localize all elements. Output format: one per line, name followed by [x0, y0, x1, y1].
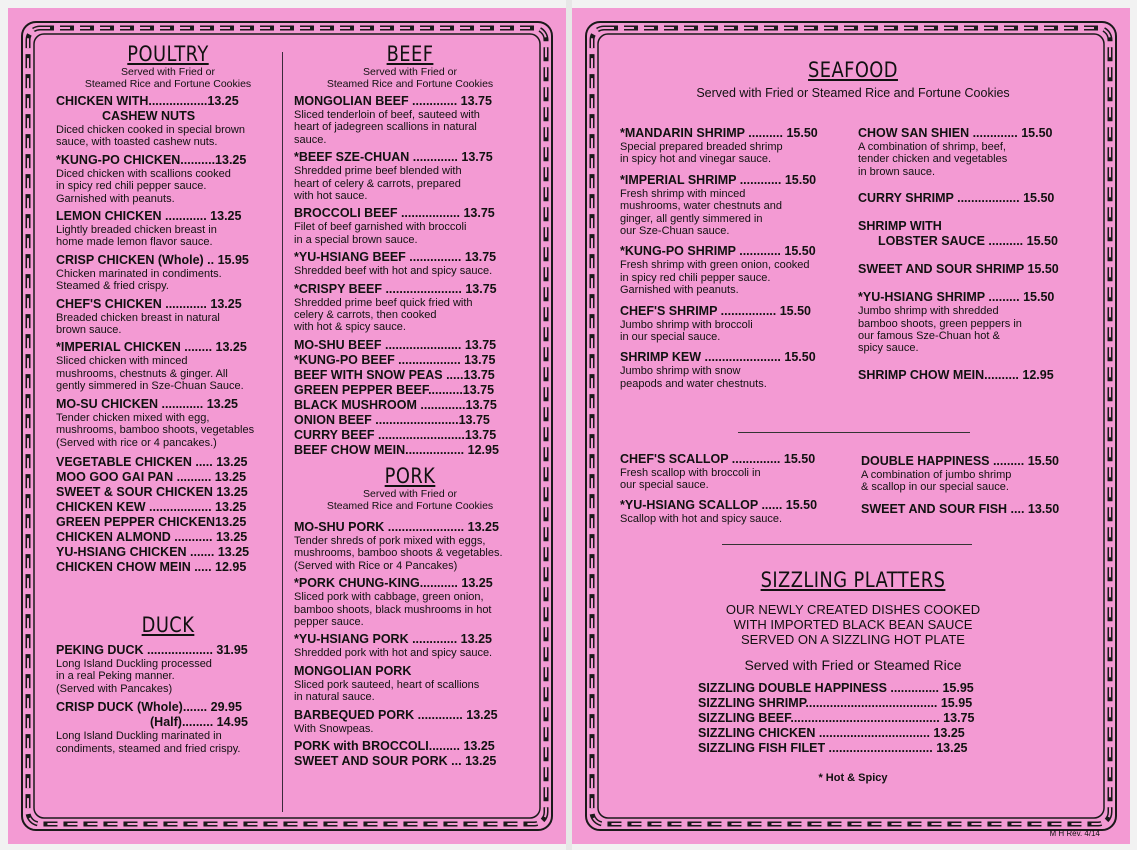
column-divider	[282, 52, 283, 812]
menu-item	[620, 452, 850, 492]
crisp-duck-half-line: (Half)......... 14.95	[150, 715, 248, 730]
description-line: Sliced pork with cabbage, green onion,	[294, 591, 484, 604]
menu-item	[861, 502, 1093, 517]
item-name-price: SHRIMP WITH	[858, 219, 942, 234]
menu-item	[56, 209, 280, 249]
description-line: heart of jadegreen scallions in natural	[294, 121, 477, 134]
revision-label: M H Rev. 4/14	[1049, 829, 1100, 838]
menu-item: SIZZLING FISH FILET .............................. 13.25	[698, 741, 968, 755]
description-line: bamboo shoots, black mushrooms in hot	[294, 603, 492, 616]
item-name-continuation: CASHEW NUTS	[102, 109, 196, 123]
item-description	[56, 168, 280, 205]
description-line: With Snowpeas.	[294, 722, 374, 735]
menu-item	[56, 397, 280, 449]
item-name-price: *BEEF SZE-CHUAN ............. 13.75	[294, 150, 493, 165]
menu-item: *KUNG-PO BEEF .................. 13.75	[294, 352, 496, 367]
menu-left-page	[8, 8, 566, 844]
poultry-title: POULTRY	[127, 42, 209, 66]
description-line: tender chicken and vegetables	[858, 153, 1008, 166]
menu-item	[294, 632, 526, 659]
description-line: Scallop with hot and spicy sauce.	[620, 512, 783, 525]
item-name-price: MONGOLIAN PORK	[294, 663, 412, 678]
item-description	[294, 297, 526, 334]
item-name-price: CHEF'S SHRIMP ................ 15.50	[620, 303, 811, 318]
pork-subtitle: Served with Fried or Steamed Rice and Fortune Cookies	[326, 487, 494, 512]
menu-item	[294, 150, 526, 202]
item-name-price: DOUBLE HAPPINESS ......... 15.50	[861, 454, 1059, 468]
beef-items	[294, 94, 526, 334]
menu-item	[294, 206, 526, 246]
menu-item	[56, 153, 280, 205]
description-line: sauce, with toasted cashew nuts.	[56, 136, 218, 149]
item-description: Long Island Duckling processed in a real Peking manner. (Served with Pancakes)	[56, 657, 212, 695]
description-line: Shredded prime beef blended with	[294, 165, 462, 178]
beef-plain-items	[294, 338, 526, 458]
duck-title: DUCK	[141, 612, 195, 637]
item-description	[620, 141, 844, 166]
menu-item: SWEET & SOUR CHICKEN 13.25	[56, 484, 248, 499]
duck-section	[56, 613, 280, 755]
item-description	[56, 124, 280, 149]
menu-item: SIZZLING BEEF........................................... 13.75	[698, 711, 975, 725]
menu-item: VEGETABLE CHICKEN ..... 13.25	[56, 454, 248, 469]
scallop-left-column	[620, 452, 850, 531]
menu-item	[56, 643, 280, 695]
menu-item: CHICKEN CHOW MEIN ..... 12.95	[56, 559, 247, 574]
menu-item	[294, 282, 526, 334]
poultry-subtitle: Served with Fried or Steamed Rice and Fortune Cookies	[84, 66, 252, 90]
description-line: Sliced chicken with minced	[56, 355, 188, 368]
item-name-price: *KUNG-PO CHICKEN..........13.25	[56, 152, 247, 167]
description-line: in spicy hot and vinegar sauce.	[620, 153, 772, 166]
sizzling-items	[698, 681, 1098, 756]
peking-duck-line: PEKING DUCK ................... 31.95	[56, 642, 248, 657]
description-line: peapods and water chestnuts.	[620, 377, 767, 390]
menu-item: SWEET AND SOUR PORK ... 13.25	[294, 753, 497, 768]
menu-item: MOO GOO GAI PAN .......... 13.25	[56, 469, 247, 484]
menu-item	[858, 219, 1090, 249]
description-line: heart of celery & carrots, prepared	[294, 177, 461, 190]
menu-item: CHICKEN ALMOND ........... 13.25	[56, 529, 248, 544]
menu-item: BEEF WITH SNOW PEAS .....13.75	[294, 367, 495, 382]
item-name-price: MONGOLIAN BEEF ............. 13.75	[294, 94, 492, 108]
description-line: Sliced tenderloin of beef, sauteed with	[294, 109, 480, 121]
scallop-right-column	[861, 454, 1093, 525]
description-line: Jumbo shrimp with broccoli	[620, 318, 753, 331]
item-name-price: *IMPERIAL SHRIMP ............ 15.50	[620, 172, 817, 187]
item-description	[620, 513, 850, 525]
item-description	[294, 647, 526, 659]
menu-item	[294, 520, 526, 572]
description-line: sauce.	[294, 133, 327, 146]
item-name-price: CHEF'S SCALLOP .............. 15.50	[620, 452, 816, 466]
menu-item	[620, 350, 844, 390]
poultry-items	[56, 94, 280, 449]
item-description: Long Island Duckling marinated in condiments, steamed and fried crispy.	[56, 730, 241, 755]
item-description	[56, 224, 280, 249]
item-description	[861, 469, 1093, 494]
item-name-price: CHEF'S CHICKEN ............ 13.25	[56, 296, 242, 311]
seafood-divider-2	[722, 544, 972, 545]
item-name-price: *YU-HSIANG SHRIMP ......... 15.50	[858, 290, 1055, 305]
poultry-plain-items	[56, 455, 280, 575]
item-name-price: MO-SU CHICKEN ............ 13.25	[56, 396, 238, 411]
item-description	[620, 319, 844, 344]
item-description	[294, 165, 526, 202]
item-description	[294, 723, 526, 735]
description-line: Breaded chicken breast in natural	[56, 311, 220, 324]
pork-title: PORK	[384, 463, 436, 488]
menu-item: SIZZLING DOUBLE HAPPINESS .............. 15.95	[698, 681, 974, 695]
description-line: Fresh shrimp with green onion, cooked	[620, 259, 810, 272]
menu-item: SIZZLING CHICKEN ................................ 13.25	[698, 726, 965, 740]
item-description	[858, 141, 1090, 178]
beef-subtitle: Served with Fried or Steamed Rice and Fortune Cookies	[326, 66, 494, 90]
description-line: our special sauce.	[620, 479, 709, 492]
menu-item: MO-SHU BEEF ...................... 13.75	[294, 337, 497, 352]
description-line: (Served with Rice or 4 Pancakes)	[294, 559, 458, 572]
menu-item	[56, 253, 280, 293]
description-line: celery & carrots, then cooked	[294, 309, 437, 322]
item-name-price: SWEET AND SOUR FISH .... 13.50	[861, 501, 1060, 516]
description-line: our famous Sze-Chuan hot &	[858, 330, 1000, 343]
menu-item	[294, 576, 526, 628]
item-description	[56, 268, 280, 293]
menu-item	[56, 94, 280, 149]
menu-item	[294, 250, 526, 277]
description-line: Lightly breaded chicken breast in	[56, 224, 217, 237]
menu-item	[858, 191, 1090, 206]
description-line: in spicy red chili pepper sauce.	[56, 180, 207, 193]
hot-spicy-note: * Hot & Spicy	[818, 772, 888, 784]
description-line: mushrooms, water chestnuts and	[620, 200, 783, 213]
description-line: Filet of beef garnished with broccoli	[294, 221, 467, 234]
sizzling-section	[608, 568, 1098, 784]
menu-item: SIZZLING SHRIMP...................................... 15.95	[698, 696, 973, 710]
description-line: Fresh shrimp with minced	[620, 187, 746, 200]
sizzling-title: SIZZLING PLATTERS	[760, 568, 946, 592]
menu-item	[620, 244, 844, 296]
description-line: Shredded beef with hot and spicy sauce.	[294, 265, 493, 278]
description-line: pepper sauce.	[294, 615, 364, 628]
menu-item	[858, 290, 1090, 355]
sizzling-served-note: Served with Fried or Steamed Rice	[744, 657, 962, 673]
menu-item	[858, 126, 1090, 178]
menu-item: ONION BEEF ........................13.75	[294, 412, 490, 427]
description-line: Jumbo shrimp with snow	[620, 365, 741, 378]
menu-item: CURRY BEEF .........................13.75	[294, 427, 497, 442]
menu-item	[620, 304, 844, 344]
description-line: in our special sauce.	[620, 331, 721, 344]
menu-item: GREEN PEPPER CHICKEN13.25	[56, 514, 247, 529]
menu-item: BEEF CHOW MEIN................. 12.95	[294, 442, 499, 457]
item-name-price: BROCCOLI BEEF ................. 13.75	[294, 206, 495, 221]
description-line: Chicken marinated in condiments.	[56, 267, 222, 280]
description-line: Shredded prime beef quick fried with	[294, 296, 473, 309]
description-line: mushrooms, chestnuts & ginger. All	[56, 367, 228, 380]
item-description	[620, 259, 844, 296]
menu-item: YU-HSIANG CHICKEN ....... 13.25	[56, 544, 250, 559]
item-name-continuation: LOBSTER SAUCE .......... 15.50	[878, 234, 1058, 249]
pork-items	[294, 520, 526, 735]
description-line: Shredded pork with hot and spicy sauce.	[294, 647, 493, 660]
menu-item	[858, 262, 1090, 277]
description-line: in spicy red chili pepper sauce.	[620, 271, 771, 284]
item-description	[858, 305, 1090, 355]
description-line: mushrooms, bamboo shoots, vegetables	[56, 424, 255, 437]
menu-item: GREEN PEPPER BEEF..........13.75	[294, 382, 495, 397]
menu-item	[56, 700, 280, 755]
description-line: mushrooms, bamboo shoots & vegetables.	[294, 547, 503, 560]
menu-item	[858, 368, 1090, 383]
description-line: ginger, all gently simmered in	[620, 212, 763, 225]
item-name-price: CRISP CHICKEN (Whole) .. 15.95	[56, 252, 249, 267]
sizzling-intro: OUR NEWLY CREATED DISHES COOKED WITH IMPORTED BLACK BEAN SAUCE SERVED ON A SIZZLING HOT PLATE	[725, 602, 981, 647]
seafood-divider-1	[738, 432, 970, 433]
description-line: Tender shreds of pork mixed with eggs,	[294, 534, 486, 547]
menu-item	[620, 498, 850, 525]
description-line: (Served with rice or 4 pancakes.)	[56, 436, 217, 449]
description-line: in natural sauce.	[294, 691, 375, 704]
item-name-price: LEMON CHICKEN ............ 13.25	[56, 209, 242, 224]
description-line: Steamed & fried crispy.	[56, 280, 169, 293]
seafood-subtitle: Served with Fried or Steamed Rice and Fortune Cookies	[696, 86, 1010, 100]
description-line: Garnished with peanuts.	[620, 284, 739, 297]
item-name-price: *PORK CHUNG-KING........... 13.25	[294, 576, 493, 591]
item-description	[294, 265, 526, 277]
menu-item	[861, 454, 1093, 494]
item-description	[620, 365, 844, 390]
item-name-price: *YU-HSIANG SCALLOP ...... 15.50	[620, 497, 818, 512]
item-name-price: *CRISPY BEEF ...................... 13.75	[294, 281, 497, 296]
description-line: Garnished with peanuts.	[56, 192, 175, 205]
description-line: Special prepared breaded shrimp	[620, 141, 783, 153]
item-description	[294, 679, 526, 704]
item-name-price: BARBEQUED PORK ............. 13.25	[294, 707, 498, 722]
item-name-price: CHOW SAN SHIEN ............. 15.50	[858, 126, 1053, 140]
menu-item	[56, 340, 280, 392]
description-line: with hot sauce.	[294, 190, 368, 203]
description-line: in a special brown sauce.	[294, 233, 418, 246]
menu-item: CHICKEN KEW .................. 13.25	[56, 499, 247, 514]
item-description	[56, 355, 280, 392]
item-description	[294, 591, 526, 628]
description-line: our Sze-Chuan sauce.	[620, 225, 730, 238]
description-line: bamboo shoots, green peppers in	[858, 317, 1022, 330]
item-name-price: *IMPERIAL CHICKEN ........ 13.25	[56, 340, 247, 355]
item-name-price: MO-SHU PORK ...................... 13.25	[294, 519, 499, 534]
item-description	[294, 535, 526, 572]
item-description	[56, 312, 280, 337]
menu-right-page	[572, 8, 1130, 844]
item-description	[56, 412, 280, 449]
item-name-price: *KUNG-PO SHRIMP ............ 15.50	[620, 244, 816, 259]
description-line: in brown sauce.	[858, 165, 936, 178]
description-line: Jumbo shrimp with shredded	[858, 305, 999, 318]
menu-item: BLACK MUSHROOM .............13.75	[294, 397, 497, 412]
description-line: with hot & spicy sauce.	[294, 321, 406, 334]
item-description	[294, 221, 526, 246]
item-description	[294, 109, 526, 146]
description-line: Diced chicken cooked in special brown	[56, 124, 245, 136]
item-name-price: *YU-HSIANG BEEF ............... 13.75	[294, 250, 497, 265]
menu-item	[294, 708, 526, 735]
seafood-title: SEAFOOD	[808, 58, 898, 82]
beef-title: BEEF	[386, 42, 434, 66]
crisp-duck-line: CRISP DUCK (Whole)....... 29.95	[56, 700, 242, 715]
item-name-price: SHRIMP CHOW MEIN.......... 12.95	[858, 367, 1054, 382]
description-line: & scallop in our special sauce.	[861, 481, 1009, 494]
description-line: A combination of jumbo shrimp	[861, 469, 1012, 481]
seafood-right-column	[858, 126, 1090, 396]
description-line: Tender chicken mixed with egg,	[56, 411, 210, 424]
description-line: Diced chicken with scallions cooked	[56, 167, 231, 180]
item-name-price: SWEET AND SOUR SHRIMP 15.50	[858, 262, 1059, 277]
description-line: A combination of shrimp, beef,	[858, 141, 1006, 153]
description-line: Sliced pork sauteed, heart of scallions	[294, 678, 480, 691]
menu-item	[620, 126, 844, 166]
description-line: spicy sauce.	[858, 342, 919, 355]
item-description	[620, 188, 844, 238]
item-name-price: *YU-HSIANG PORK ............. 13.25	[294, 632, 492, 647]
description-line: home made lemon flavor sauce.	[56, 236, 213, 249]
item-name-price: CURRY SHRIMP .................. 15.50	[858, 191, 1055, 206]
menu-item	[620, 173, 844, 238]
menu-item	[56, 297, 280, 337]
seafood-left-column	[620, 126, 844, 397]
item-name-price: SHRIMP KEW ...................... 15.50	[620, 350, 816, 365]
menu-item: PORK with BROCCOLI......... 13.25	[294, 738, 495, 753]
poultry-section	[56, 42, 280, 760]
description-line: gently simmered in Sze-Chuan Sauce.	[56, 380, 244, 393]
description-line: Fresh scallop with broccoli in	[620, 467, 761, 479]
item-name-price: *MANDARIN SHRIMP .......... 15.50	[620, 126, 818, 140]
description-line: brown sauce.	[56, 324, 122, 337]
pork-plain-items	[294, 739, 526, 769]
item-description	[620, 467, 850, 492]
menu-item	[294, 94, 526, 146]
item-name-price: CHICKEN WITH.................13.25	[56, 94, 239, 108]
menu-item	[294, 664, 526, 704]
beef-pork-column	[294, 42, 526, 769]
